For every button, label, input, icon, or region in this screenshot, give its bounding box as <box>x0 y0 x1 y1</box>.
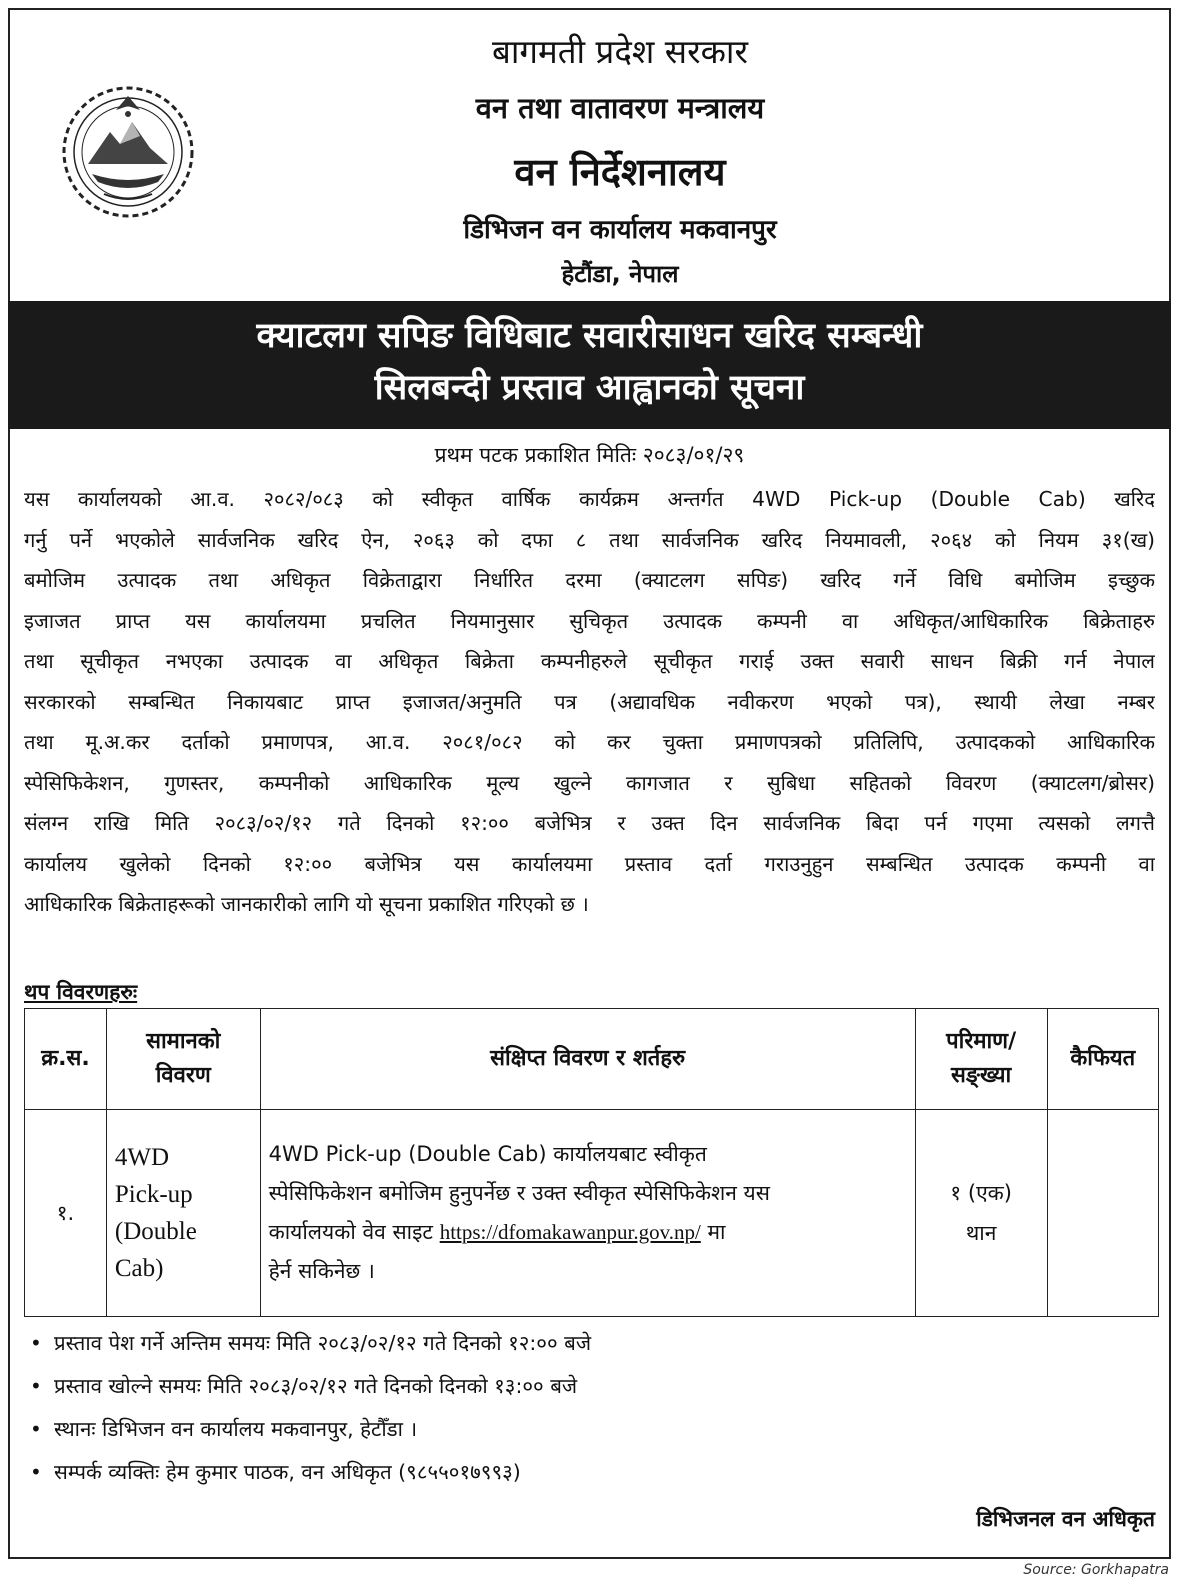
row-description-line-3 <box>269 1213 907 1252</box>
published-date: प्रथम पटक प्रकाशित मितिः २०८३/०१/२९ <box>434 443 745 467</box>
row-description-line-1: 4WD Pick-up (Double Cab) कार्यालयबाट स्वीकृत <box>268 1142 707 1166</box>
notice-title-line-1: क्याटलग सपिङ विधिबाट सवारीसाधन खरिद सम्बन्धी <box>256 316 923 356</box>
paragraph-line: संलग्न राखि मिति २०८३/०२/१२ गते दिनको १२:०० बजेभित्र र उक्त दिन सार्वजनिक बिदा पर्न गएमा त्यसको लगत्तै <box>24 811 1155 835</box>
table-header-row <box>25 1009 1159 1110</box>
row-quantity <box>915 1110 1047 1317</box>
bullet-icon: • <box>30 1331 42 1355</box>
paragraph-line: इजाजत प्राप्त यस कार्यालयमा प्रचलित नियमानुसार सुचिकृत उत्पादक कम्पनी वा अधिकृत/आधिकारिक बिक्रेताहरु <box>24 608 1155 633</box>
row-quantity-line-2: थान <box>965 1221 997 1245</box>
header-quantity-line-2: सङ्ख्या <box>951 1063 1012 1088</box>
paragraph-line: आधिकारिक बिक्रेताहरूको जानकारीको लागि यो सूचना प्रकाशित गरिएको छ । <box>24 892 589 916</box>
row-item-line-2: Pick-up <box>114 1181 193 1208</box>
header-item-line-1: सामानको <box>146 1029 221 1054</box>
notice-paragraph <box>24 479 1155 925</box>
list-item-text: सम्पर्क व्यक्तिः हेम कुमार पाठक, वन अधिकृत (९८५५०१७९९३) <box>54 1460 521 1484</box>
bullet-icon: • <box>30 1374 42 1398</box>
notice-header <box>10 10 1169 302</box>
list-item <box>30 1322 1150 1365</box>
row-description-line-3a: कार्यालयको वेव साइट <box>268 1220 440 1244</box>
header-sn: क्र.स. <box>25 1009 107 1110</box>
paragraph-line: गर्नु पर्ने भएकोले सार्वजनिक खरिद ऐन, २०६३ को दफा ८ तथा सार्वजनिक खरिद नियमावली, २०६४ को नियम ३१(ख) <box>24 527 1155 552</box>
row-item-line-1: 4WD <box>114 1144 170 1171</box>
header-quantity-line-1: परिमाण/ <box>946 1029 1017 1054</box>
paragraph-line: स्पेसिफिकेशन, गुणस्तर, कम्पनीको आधिकारिक मूल्य खुल्ने कागजात र सुबिधा सहितको विवरण (क्याटलग/ब्रोसर) <box>24 770 1155 795</box>
paragraph-line: सरकारको सम्बन्धित निकायबाट प्राप्त इजाजत/अनुमति पत्र (अद्यावधिक नवीकरण भएको पत्र), स्थायी लेखा नम्बर <box>24 689 1155 714</box>
table-row <box>25 1110 1159 1317</box>
row-item <box>106 1110 260 1317</box>
office-address: हेटौंडा, नेपाल <box>561 260 679 288</box>
row-item-line-3: (Double <box>114 1218 197 1245</box>
government-name: बागमती प्रदेश सरकार <box>492 32 748 71</box>
website-link[interactable]: https://dfomakawanpur.gov.np/ <box>439 1220 701 1244</box>
row-remarks <box>1047 1110 1158 1317</box>
list-item-text: प्रस्ताव पेश गर्ने अन्तिम समयः मिति २०८३/०२/१२ गते दिनको १२:०० बजे <box>54 1331 592 1355</box>
row-description-line-4: हेर्न सकिनेछ । <box>268 1259 375 1283</box>
directorate-name: वन निर्देशनालय <box>514 150 726 194</box>
row-item-line-4: Cab) <box>114 1255 164 1282</box>
notice-title-banner <box>8 301 1171 429</box>
row-quantity-line-1: १ (एक) <box>950 1181 1013 1205</box>
header-remarks: कैफियत <box>1047 1009 1158 1110</box>
paragraph-line: तथा सूचीकृत नभएका उत्पादक वा अधिकृत बिक्रेता कम्पनीहरुले सूचीकृत गराई उक्त सवारी साधन बिक्री गर्न नेपाल <box>24 649 1155 673</box>
paragraph-line: यस कार्यालयको आ.व. २०८२/०८३ को स्वीकृत वार्षिक कार्यक्रम अन्तर्गत 4WD Pick-up (Double Cab) खरिद <box>24 487 1155 511</box>
paragraph-line: तथा मू.अ.कर दर्ताको प्रमाणपत्र, आ.व. २०८१/०८२ को कर चुक्ता प्रमाणपत्रको प्रतिलिपि, उत्पादकको आधिकारिक <box>24 730 1155 754</box>
notice-document <box>8 8 1171 1559</box>
list-item-text: स्थानः डिभिजन वन कार्यालय मकवानपुर, हेटौँडा । <box>54 1417 418 1441</box>
list-item-text: प्रस्ताव खोल्ने समयः मिति २०८३/०२/१२ गते दिनको दिनको १३:०० बजे <box>54 1374 578 1398</box>
source-credit: Source: Gorkhapatra <box>1023 1562 1169 1578</box>
bullet-icon: • <box>30 1460 42 1484</box>
signatory-title: डिभिजनल वन अधिकृत <box>976 1507 1155 1531</box>
row-sn: १. <box>25 1110 107 1317</box>
paragraph-line: कार्यालय खुलेको दिनको १२:०० बजेभित्र यस कार्यालयमा प्रस्ताव दर्ता गराउनुहुन सम्बन्धित उत्पादक कम्पनी वा <box>24 851 1155 876</box>
bullet-icon: • <box>30 1417 42 1441</box>
nepal-government-emblem-icon <box>58 82 198 222</box>
header-item-line-2: विवरण <box>155 1063 211 1088</box>
details-heading: थप विवरणहरुः <box>24 980 138 1004</box>
notice-title-line-2: सिलबन्दी प्रस्ताव आह्वानको सूचना <box>374 368 805 408</box>
row-description-line-2: स्पेसिफिकेशन बमोजिम हुनुपर्नेछ र उक्त स्वीकृत स्पेसिफिकेशन यस <box>268 1181 770 1205</box>
row-description-line-3b: मा <box>700 1220 726 1244</box>
header-quantity <box>915 1009 1047 1110</box>
list-item <box>30 1451 1150 1494</box>
office-name: डिभिजन वन कार्यालय मकवानपुर <box>463 215 777 245</box>
ministry-name: वन तथा वातावरण मन्त्रालय <box>475 91 765 125</box>
row-description <box>260 1110 915 1317</box>
header-description: संक्षिप्त विवरण र शर्तहरु <box>260 1009 915 1110</box>
paragraph-line: बमोजिम उत्पादक तथा अधिकृत विक्रेताद्वारा निर्धारित दरमा (क्याटलग सपिङ) खरिद गर्ने विधि बमोजिम इच्छुक <box>24 568 1155 592</box>
list-item <box>30 1408 1150 1451</box>
header-item <box>106 1009 260 1110</box>
list-item <box>30 1365 1150 1408</box>
details-list <box>30 1322 1150 1494</box>
items-table <box>24 1008 1159 1317</box>
